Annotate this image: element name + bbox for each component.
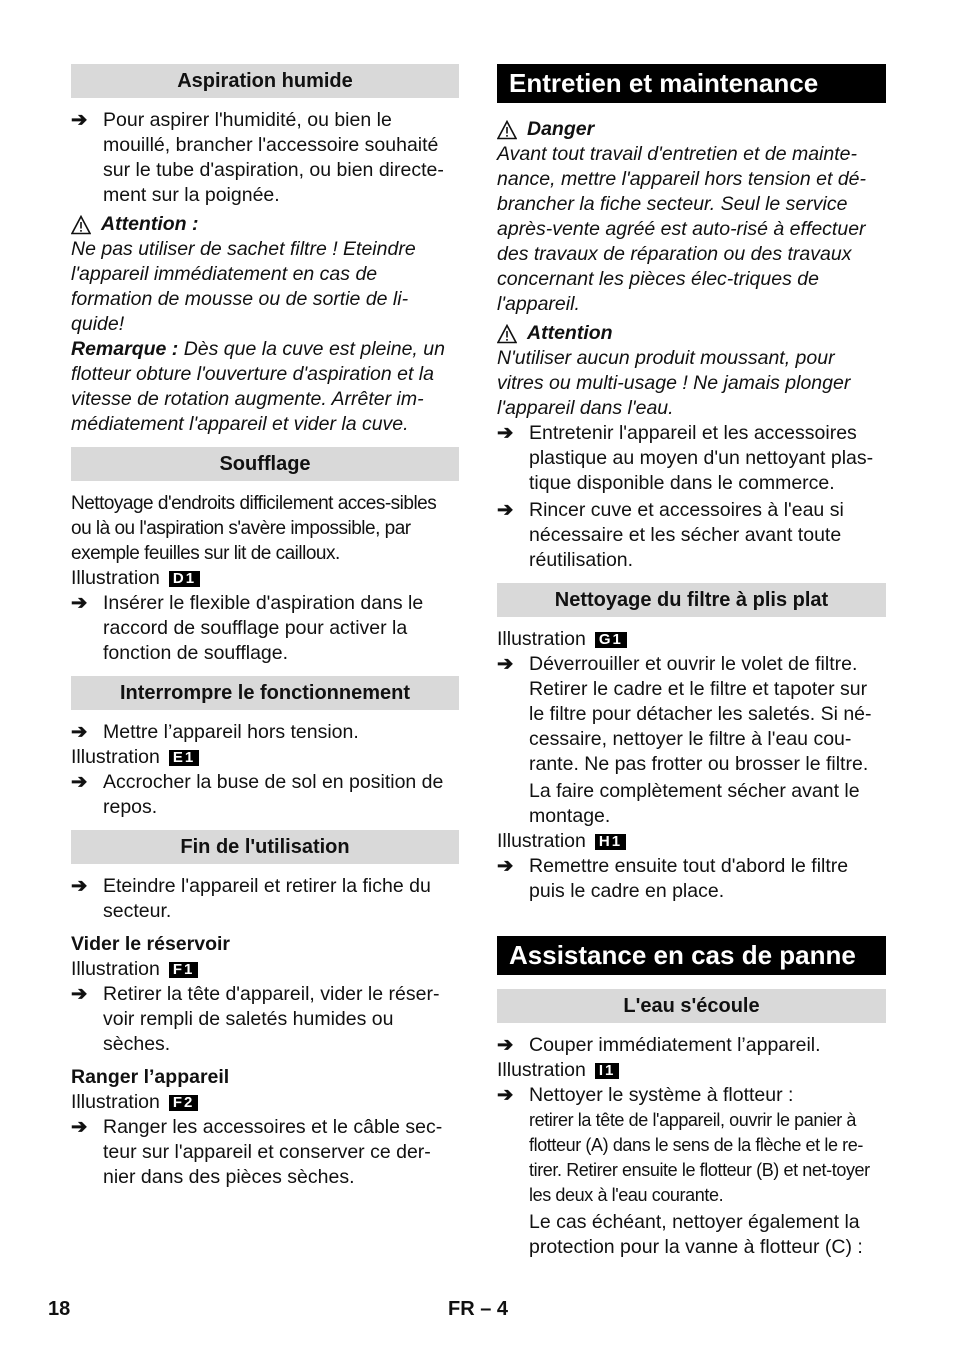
illustration-ref: Illustration I1 [497, 1058, 886, 1083]
section-heading-fin: Fin de l'utilisation [71, 830, 459, 864]
arrow-right-icon: ➔ [497, 499, 514, 521]
section-code: FR – 4 [448, 1298, 509, 1320]
warning-triangle-icon [497, 324, 517, 344]
illustration-ref: Illustration D1 [71, 566, 459, 591]
arrow-right-icon: ➔ [71, 771, 88, 793]
remark-paragraph [71, 337, 459, 437]
danger-text: Avant tout travail d'entretien et de mainte-nance, mettre l'appareil hors tension et dé-brancher la fiche secteur. Seul le service après-vente agréé est auto-risé à effectuer des travaux de réparation ou des travaux concernant les pièces élec-triques de l'appareil. [497, 143, 867, 315]
warning-triangle-icon [71, 215, 91, 235]
arrow-right-icon: ➔ [497, 855, 514, 877]
warning-label: Attention : [71, 212, 459, 237]
illustration-badge: D1 [169, 571, 200, 587]
section-heading-filtre: Nettoyage du filtre à plis plat [497, 583, 886, 617]
illustration-badge: F1 [169, 962, 199, 978]
step-fin: ➔ Eteindre l'appareil et retirer la fiche du secteur. [71, 875, 431, 922]
section-heading-eau: L'eau s'écoule [497, 989, 886, 1023]
illustration-badge: E1 [169, 750, 199, 766]
arrow-right-icon: ➔ [497, 653, 514, 675]
illustration-ref: Illustration F1 [71, 957, 459, 982]
step-entretien-2: ➔ Rincer cuve et accessoires à l'eau si nécessaire et les sécher avant toute réutilisation. [497, 499, 844, 571]
illustration-ref: Illustration H1 [497, 829, 886, 854]
arrow-right-icon: ➔ [71, 875, 88, 897]
step-interrompre-2: ➔ Accrocher la buse de sol en position de repos. [71, 771, 444, 818]
subheading-ranger: Ranger l’appareil [71, 1066, 230, 1088]
step-interrompre-1: ➔ Mettre l’appareil hors tension. [71, 721, 359, 743]
step-assistance-1: ➔ Couper immédiatement l’appareil. [497, 1034, 821, 1056]
illustration-badge: I1 [595, 1063, 620, 1079]
illustration-badge: H1 [595, 834, 626, 850]
subheading-vider: Vider le réservoir [71, 933, 230, 955]
assistance-detail: retirer la tête de l'appareil, ouvrir le panier à flotteur (A) dans le sens de la flèche et le re-tirer. Retirer ensuite le flotteur (B) et net-toyer les deux à l'eau courante. [529, 1110, 870, 1205]
illustration-badge: G1 [595, 632, 627, 648]
illustration-ref: Illustration G1 [497, 627, 886, 652]
warning-triangle-icon [497, 120, 517, 140]
step-assistance-2: ➔ Nettoyer le système à flotteur : [497, 1084, 794, 1106]
section-heading-soufflage: Soufflage [71, 447, 459, 481]
arrow-right-icon: ➔ [497, 1084, 514, 1106]
step-soufflage: ➔ Insérer le flexible d'aspiration dans le raccord de soufflage pour activer la fonction de soufflage. [71, 592, 424, 664]
arrow-right-icon: ➔ [497, 1034, 514, 1056]
step-vider: ➔ Retirer la tête d'appareil, vider le réser-voir rempli de saletés humides ou sèches. [71, 983, 440, 1055]
arrow-right-icon: ➔ [71, 109, 88, 131]
illustration-ref: Illustration F2 [71, 1090, 459, 1115]
chapter-heading-assistance: Assistance en cas de panne [497, 936, 886, 975]
assistance-continuation: Le cas échéant, nettoyer également la protection pour la vanne à flotteur (C) : [529, 1211, 863, 1258]
remark-text: Dès que la cuve est pleine, un flotteur obture l'ouverture d'aspiration et la vitesse de rotation augmente. Arrêter im-médiatement l'appareil et vider la cuve. [71, 338, 445, 435]
step-filtre-1: ➔ Déverrouiller et ouvrir le volet de filtre. Retirer le cadre et le filtre et tapoter sur le filtre pour détacher les saletés. Si né-cessaire, nettoyer le filtre à l'eau cou-rante. Ne pas frotter ou brosser le filtre. [497, 653, 872, 775]
step-entretien-1: ➔ Entretenir l'appareil et les accessoires plastique au moyen d'un nettoyant plas-tique disponible dans le commerce. [497, 422, 874, 494]
illustration-badge: F2 [169, 1095, 199, 1111]
attention-text: N'utiliser aucun produit moussant, pour vitres ou multi-usage ! Ne jamais plonger l'appareil dans l'eau. [497, 347, 851, 419]
step-aspiration: ➔ Pour aspirer l'humidité, ou bien le mouillé, brancher l'accessoire souhaité sur le tube d'aspiration, ou bien directe-ment sur la poignée. [71, 109, 444, 206]
right-column [497, 64, 886, 1260]
soufflage-text: Nettoyage d'endroits difficilement acces-sibles ou là ou l'aspiration s'avère impossible, par exemple feuilles sur lit de cailloux. [71, 493, 437, 564]
filtre-continuation: La faire complètement sécher avant le montage. [529, 780, 860, 827]
warning-text: Ne pas utiliser de sachet filtre ! Eteindre l'appareil immédiatement en cas de formation de mousse ou de sortie de li-quide! [71, 238, 416, 335]
page-number: 18 [48, 1298, 71, 1320]
remark-label: Remarque : [71, 338, 179, 360]
arrow-right-icon: ➔ [71, 592, 88, 614]
arrow-right-icon: ➔ [71, 983, 88, 1005]
illustration-ref: Illustration E1 [71, 745, 459, 770]
section-heading-interrompre: Interrompre le fonctionnement [71, 676, 459, 710]
arrow-right-icon: ➔ [71, 721, 88, 743]
chapter-heading-entretien: Entretien et maintenance [497, 64, 886, 103]
arrow-right-icon: ➔ [497, 422, 514, 444]
step-ranger: ➔ Ranger les accessoires et le câble sec-teur sur l'appareil et conserver ce der-nier dans des pièces sèches. [71, 1116, 443, 1188]
section-heading-aspiration: Aspiration humide [71, 64, 459, 98]
danger-label: Danger [497, 117, 886, 142]
left-column [71, 64, 459, 1190]
attention-label: Attention [497, 321, 886, 346]
arrow-right-icon: ➔ [71, 1116, 88, 1138]
step-filtre-2: ➔ Remettre ensuite tout d'abord le filtre puis le cadre en place. [497, 855, 849, 902]
